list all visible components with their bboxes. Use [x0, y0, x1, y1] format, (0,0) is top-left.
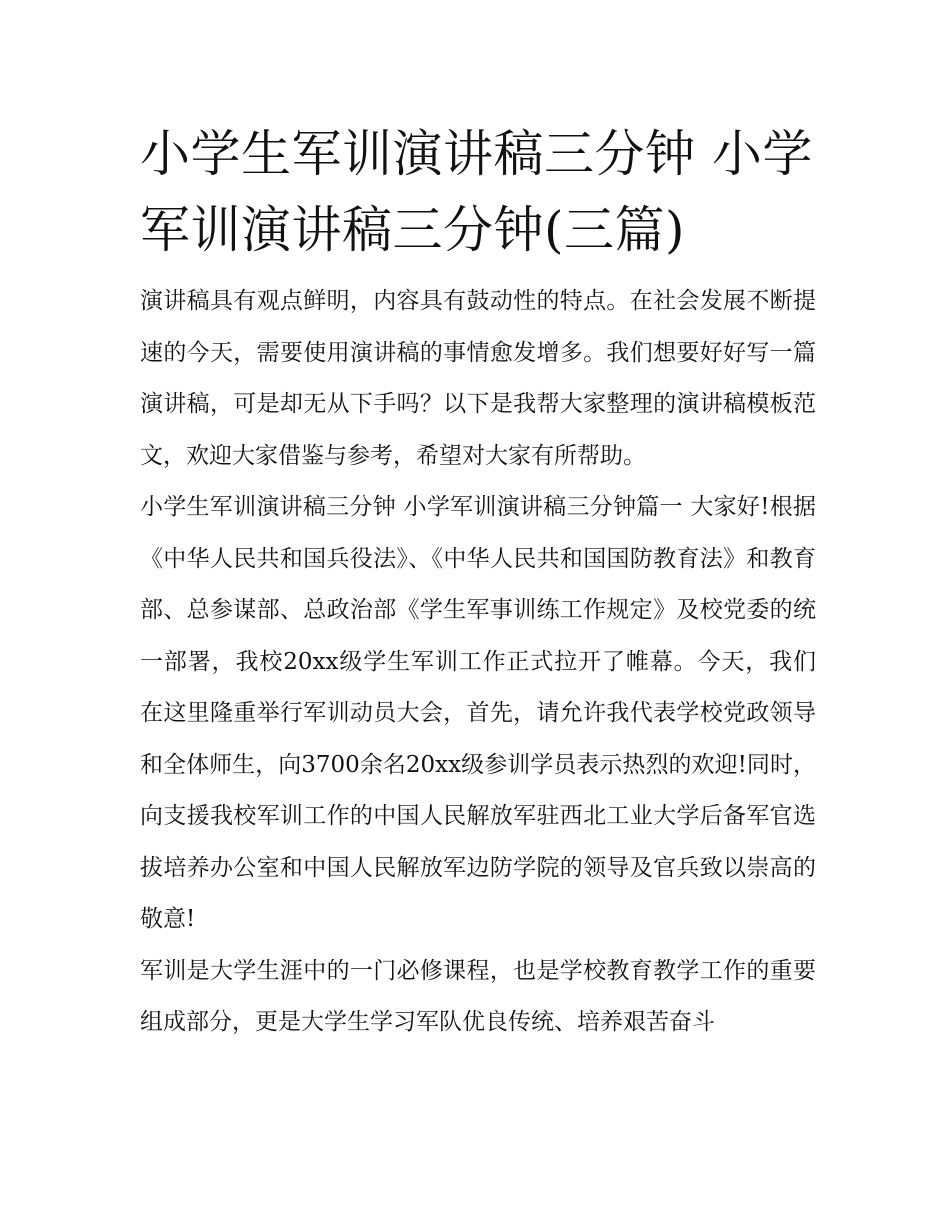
intro-paragraph: 演讲稿具有观点鲜明，内容具有鼓动性的特点。在社会发展不断提速的今天，需要使用演讲稿的事情愈发增多。我们想要好好写一篇演讲稿，可是却无从下手吗？以下是我帮大家整理的演讲稿模板范文，欢迎大家借鉴与参考，希望对大家有所帮助。 [140, 288, 816, 469]
document-title: 小学生军训演讲稿三分钟 小学军训演讲稿三分钟(三篇) [140, 125, 813, 259]
document-page [140, 116, 816, 1049]
speech-paragraph-1: 小学生军训演讲稿三分钟 小学军训演讲稿三分钟篇一 大家好!根据《中华人民共和国兵役法》、《中华人民共和国国防教育法》和教育部、总参谋部、总政治部《学生军事训练工作规定》及校党委的统一部署，我校20xx级学生军训工作正式拉开了帷幕。今天，我们在这里隆重举行军训动员大会，首先，请允许我代表学校党政领导和全体师生，向3700余名20xx级参训学员表示热烈的欢迎!同时，向支援我校军训工作的中国人民解放军驻西北工业大学后备军官选拔培养办公室和中国人民解放军边防学院的领导及官兵致以崇高的敬意! [140, 494, 816, 932]
speech-paragraph-2: 军训是大学生涯中的一门必修课程，也是学校教育教学工作的重要组成部分，更是大学生学习军队优良传统、培养艰苦奋斗 [140, 957, 816, 1035]
